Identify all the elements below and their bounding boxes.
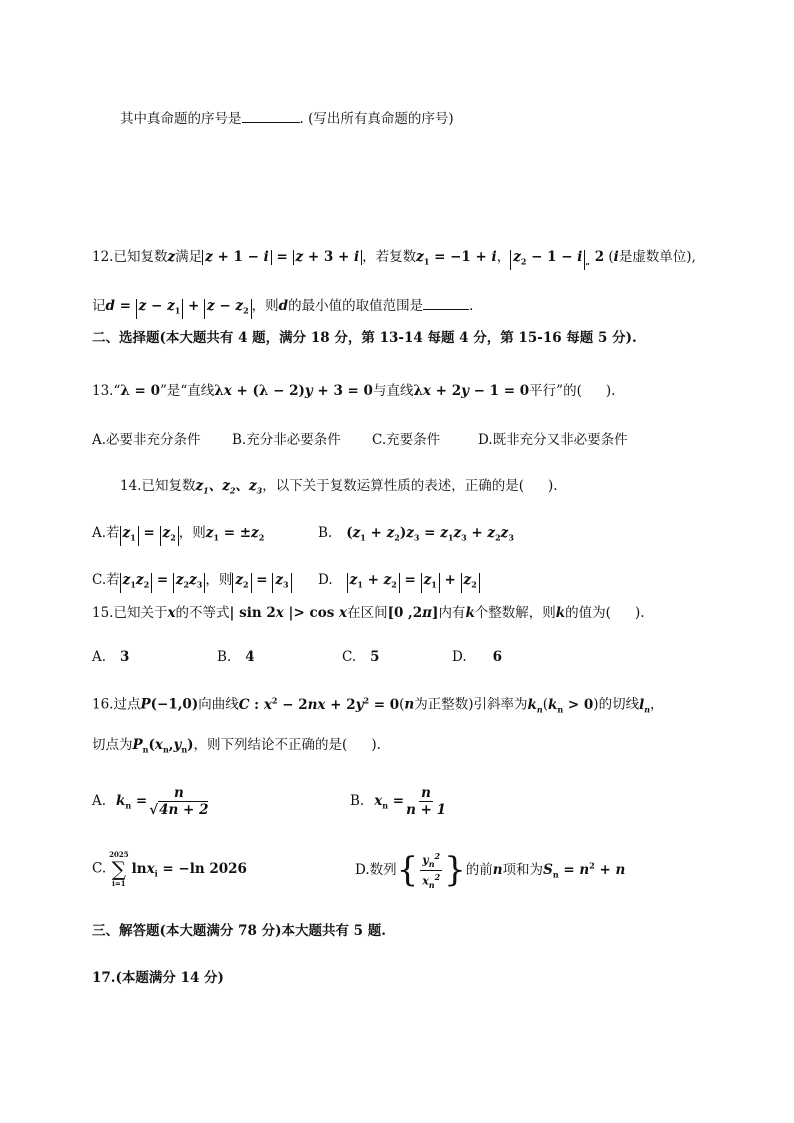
math-z2-cond: $z_2 - 1 - i$ $_„$ 2 — [510, 249, 604, 265]
intro-text: 其中真命题的序号是 — [120, 111, 242, 127]
q16-text-8: 切点为 — [92, 737, 133, 753]
math-curve: C : $x^2 - 2nx + 2y^2 = 0$ — [238, 695, 400, 713]
math-line-2: λx + 2y − 1 = 0 — [413, 383, 530, 399]
q15-option-a — [92, 647, 129, 667]
option-label: A.若 — [92, 525, 120, 541]
math-kn: $k_n$ — [527, 696, 543, 715]
question-number: 14. — [120, 478, 142, 494]
q16-text-5: ( — [542, 696, 548, 713]
q14-text-1: 已知复数 — [141, 478, 196, 494]
q15-text-6: 的值为( — [565, 605, 611, 621]
option-label: B. — [318, 525, 333, 541]
math-interval: [0 ,2π] — [387, 605, 439, 621]
math-n: n — [492, 861, 503, 878]
option-value: 3 — [120, 649, 130, 665]
math-expr: $z_1 = \pm z_2$ — [205, 525, 265, 543]
question-15 — [92, 603, 645, 623]
math-n: n — [404, 696, 415, 713]
q15-option-b — [217, 647, 255, 667]
q14-text-2: ，以下关于复数运算性质的表述，正确的是( — [262, 478, 525, 494]
math-condition: z + 1 − i = z + 3 + i — [202, 249, 362, 265]
q12-text-5: 是虚数单位), — [618, 249, 696, 265]
q16-text-6: )的切线 — [593, 696, 640, 713]
option-value: 5 — [370, 649, 380, 665]
math-expr: lnx$_i$ = −ln 2026 — [131, 860, 247, 879]
quote-open: “ — [113, 383, 121, 399]
option-label: B. — [350, 793, 365, 809]
q13-option-c: C.充要条件 — [372, 432, 441, 448]
math-expr: $z_2 = z_3$ — [232, 572, 291, 588]
q16-text-3: ( — [399, 696, 405, 713]
q15-text-1: 已知关于 — [113, 605, 168, 621]
option-text: 的前 — [465, 861, 493, 878]
q15-text-7: ). — [634, 605, 645, 621]
q15-option-c — [342, 647, 380, 667]
math-fraction: $\frac{n}{n + 1}$ — [406, 785, 447, 818]
q15-text-5: 个整数解，则 — [474, 605, 556, 621]
q13-text-1: 是“直线 — [166, 383, 215, 399]
sequence-brace: { $\frac{y_n^2}{x_n^2}$ } — [396, 850, 466, 891]
option-label: D.数列 — [355, 861, 397, 878]
q16-text-2: 向曲线 — [198, 696, 239, 713]
paren-open: ( — [604, 249, 614, 265]
answer-blank — [423, 295, 469, 310]
question-17-header: 17.(本题满分 14 分) — [92, 970, 224, 986]
math-k: k — [555, 605, 566, 621]
question-number: 15. — [92, 605, 114, 621]
option-value: 4 — [245, 649, 255, 665]
option-label: C. — [342, 649, 357, 665]
option-label: D. — [452, 649, 467, 665]
math-expr: $x_n$ = — [374, 793, 405, 811]
quote-close: ” — [159, 383, 167, 399]
q14-text-3: ). — [548, 478, 558, 494]
q12-text-4: ， — [496, 249, 511, 265]
math-expr: $k_n$ = — [116, 793, 148, 811]
question-13 — [92, 381, 615, 401]
q16-text-10: ). — [371, 737, 381, 753]
q16-text-7: ， — [650, 696, 664, 713]
q16-option-d — [355, 850, 625, 891]
q16-option-b — [350, 785, 448, 818]
q15-option-d — [452, 647, 502, 667]
q16-text-1: 过点 — [113, 696, 141, 713]
question-12-line-1 — [92, 247, 696, 272]
math-z1: $z_1 = -1 + i$ — [416, 249, 497, 267]
option-text: ，则 — [205, 572, 233, 588]
math-expr: $z_1 = z_2$ — [120, 525, 179, 541]
option-label: C.若 — [92, 572, 120, 588]
q14-option-d — [318, 570, 480, 593]
option-value: 6 — [492, 649, 503, 665]
math-i: i — [613, 249, 619, 265]
math-expr: $S_n = n^2 + n$ — [543, 860, 626, 880]
section-2-title: 二、选择题(本大题共有 4 题，满分 18 分，第 13-14 每题 4 分，第 15-16 每题 5 分). — [92, 330, 637, 346]
q13-option-a: A.必要非充分条件 — [92, 432, 201, 448]
math-tangent-point: $P_n(x_n,y_n)$ — [132, 737, 194, 755]
math-fraction: $\frac{n}{√4n + 2}$ — [149, 785, 209, 818]
question-16-line-2 — [92, 735, 381, 760]
q16-option-c — [92, 850, 247, 888]
q12-text-3: ，若复数 — [362, 249, 417, 265]
intro-line — [120, 108, 454, 129]
q14-option-c — [92, 570, 292, 593]
math-point-p: P(−1,0) — [140, 696, 199, 713]
question-14 — [120, 476, 558, 501]
math-inequality: | sin 2x |> cos x — [229, 605, 348, 621]
q14-option-a — [92, 523, 264, 548]
question-16-line-1 — [92, 690, 664, 719]
math-ln: $l_n$ — [639, 696, 651, 715]
summation-symbol: 2025 ∑ i=1 — [109, 850, 129, 888]
q12-text-9: . — [469, 298, 474, 314]
math-lambda-zero: λ = 0 — [120, 383, 160, 399]
q13-option-b: B.充分非必要条件 — [232, 432, 341, 448]
q12-text-8: 的最小值的取值范围是 — [288, 298, 424, 314]
q16-text-4: 为正整数)引斜率为 — [414, 696, 528, 713]
math-d: d — [278, 298, 289, 314]
q15-text-3: 在区间 — [347, 605, 388, 621]
question-number: 12. — [92, 249, 114, 265]
q14-option-b — [318, 523, 514, 548]
question-12-line-2 — [92, 295, 473, 319]
q15-text-4: 内有 — [438, 605, 466, 621]
q15-text-2: 的不等式 — [175, 605, 230, 621]
option-text: 项和为 — [502, 861, 544, 878]
option-label: D. — [318, 572, 333, 588]
intro-tail: . (写出所有真命题的序号) — [299, 111, 454, 127]
answer-blank — [242, 108, 300, 123]
q12-text-2: 满足 — [175, 249, 203, 265]
math-expr: $z_1 + z_2 = z_1 + z_2$ — [347, 572, 480, 588]
option-label: A. — [92, 649, 107, 665]
option-text: ，则 — [178, 525, 206, 541]
math-z-list: $z_1$、$z_2$、$z_3$ — [195, 478, 263, 496]
math-expr: $(z_1 + z_2)z_3 = z_1z_3 + z_2z_3$ — [346, 525, 514, 543]
q16-text-9: ，则下列结论不正确的是( — [193, 737, 348, 753]
math-line-1: λx + (λ − 2)y + 3 = 0 — [214, 383, 373, 399]
q13-text-3: 平行”的( — [529, 383, 582, 399]
section-3-title: 三、解答题(本大题满分 78 分)本大题共有 5 题. — [92, 923, 386, 939]
option-label: C. — [92, 860, 107, 877]
question-number: 13. — [92, 383, 114, 399]
q13-text-4: ). — [605, 383, 616, 399]
q16-option-a — [92, 785, 210, 818]
q12-text-6: 记 — [92, 298, 106, 314]
q13-option-d: D.既非充分又非必要条件 — [478, 432, 628, 448]
math-expr: $z_1z_2 = z_2z_3$ — [120, 572, 206, 588]
math-x: x — [167, 605, 176, 621]
math-z: z — [167, 249, 176, 265]
q12-text-7: ，则 — [251, 298, 279, 314]
option-label: B. — [217, 649, 232, 665]
option-label: A. — [92, 793, 107, 809]
question-number: 16. — [92, 696, 114, 713]
math-d-def: $d = z - z_1 + z - z_2$ — [106, 298, 252, 314]
math-k: k — [465, 605, 475, 621]
q12-text-1: 已知复数 — [113, 249, 168, 265]
math-kn-positive: $k_n > 0$ — [548, 696, 594, 715]
q13-text-2: 与直线 — [372, 383, 414, 399]
